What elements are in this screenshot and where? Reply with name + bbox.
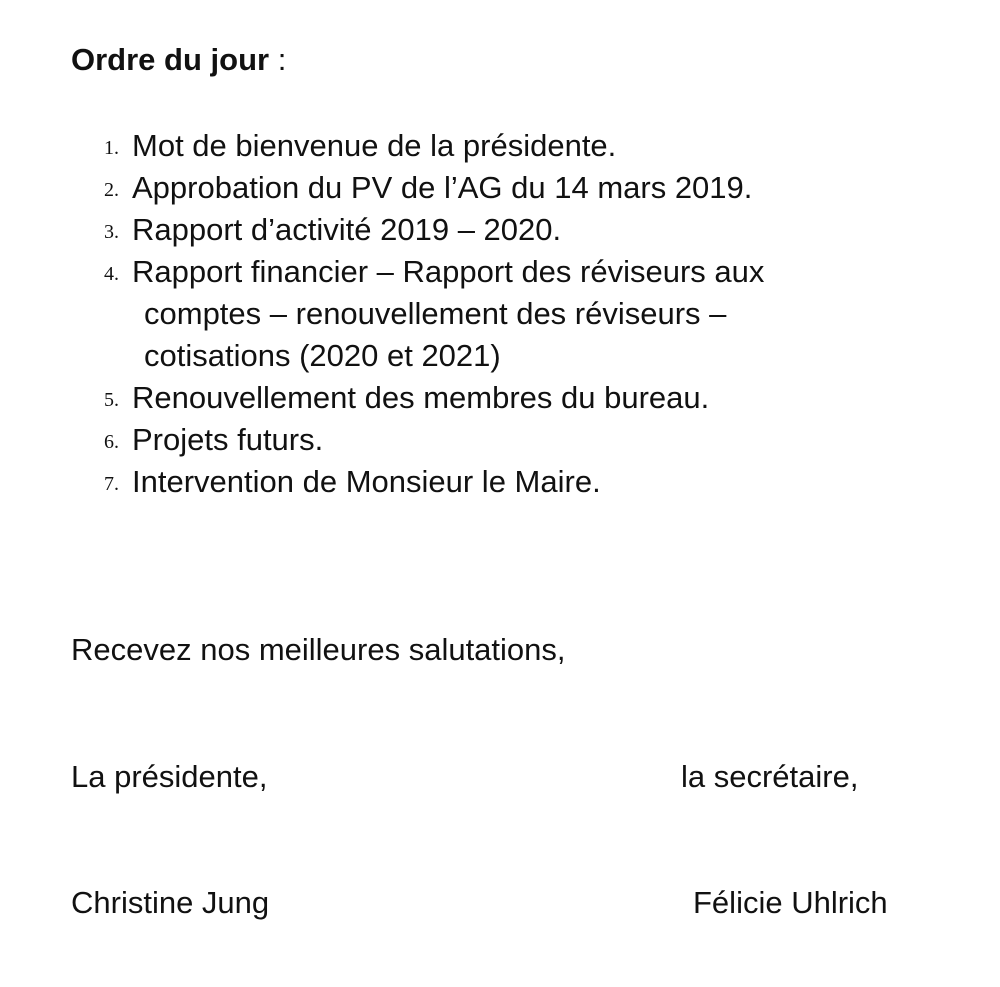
closing-salutation: Recevez nos meilleures salutations, (71, 632, 566, 667)
agenda-item-text-continuation: comptes – renouvellement des réviseurs – (144, 296, 727, 331)
agenda-item-text: Approbation du PV de l’AG du 14 mars 2019. (132, 170, 753, 205)
agenda-item-text-continuation: cotisations (2020 et 2021) (144, 338, 501, 373)
agenda-item-text: Rapport financier – Rapport des réviseurs aux (132, 254, 765, 289)
agenda-item-number: 2. (104, 179, 119, 201)
agenda-item-text: Intervention de Monsieur le Maire. (132, 464, 601, 499)
agenda-item-number: 1. (104, 137, 119, 159)
agenda-item (104, 377, 984, 419)
agenda-item (104, 461, 984, 503)
agenda-item-number: 5. (104, 389, 119, 411)
agenda-item (104, 125, 984, 167)
agenda-item (104, 167, 984, 209)
agenda-item-text: Projets futurs. (132, 422, 324, 457)
agenda-item-number: 3. (104, 221, 119, 243)
president-role: La présidente, (71, 759, 268, 794)
agenda-item-number: 4. (104, 263, 119, 285)
agenda-item-text: Renouvellement des membres du bureau. (132, 380, 710, 415)
secretary-name: Félicie Uhlrich (693, 885, 888, 920)
president-name: Christine Jung (71, 885, 270, 920)
agenda-item-number: 6. (104, 431, 119, 453)
agenda-item (104, 251, 984, 377)
agenda-title-suffix: : (269, 42, 287, 77)
agenda-item (104, 209, 984, 251)
agenda-item-number: 7. (104, 473, 119, 495)
agenda-list (104, 125, 984, 503)
agenda-item (104, 419, 984, 461)
agenda-item-text: Rapport d’activité 2019 – 2020. (132, 212, 562, 247)
agenda-heading (71, 40, 286, 80)
agenda-item-text: Mot de bienvenue de la présidente. (132, 128, 617, 163)
secretary-role: la secrétaire, (681, 759, 859, 794)
agenda-title: Ordre du jour (71, 42, 270, 77)
